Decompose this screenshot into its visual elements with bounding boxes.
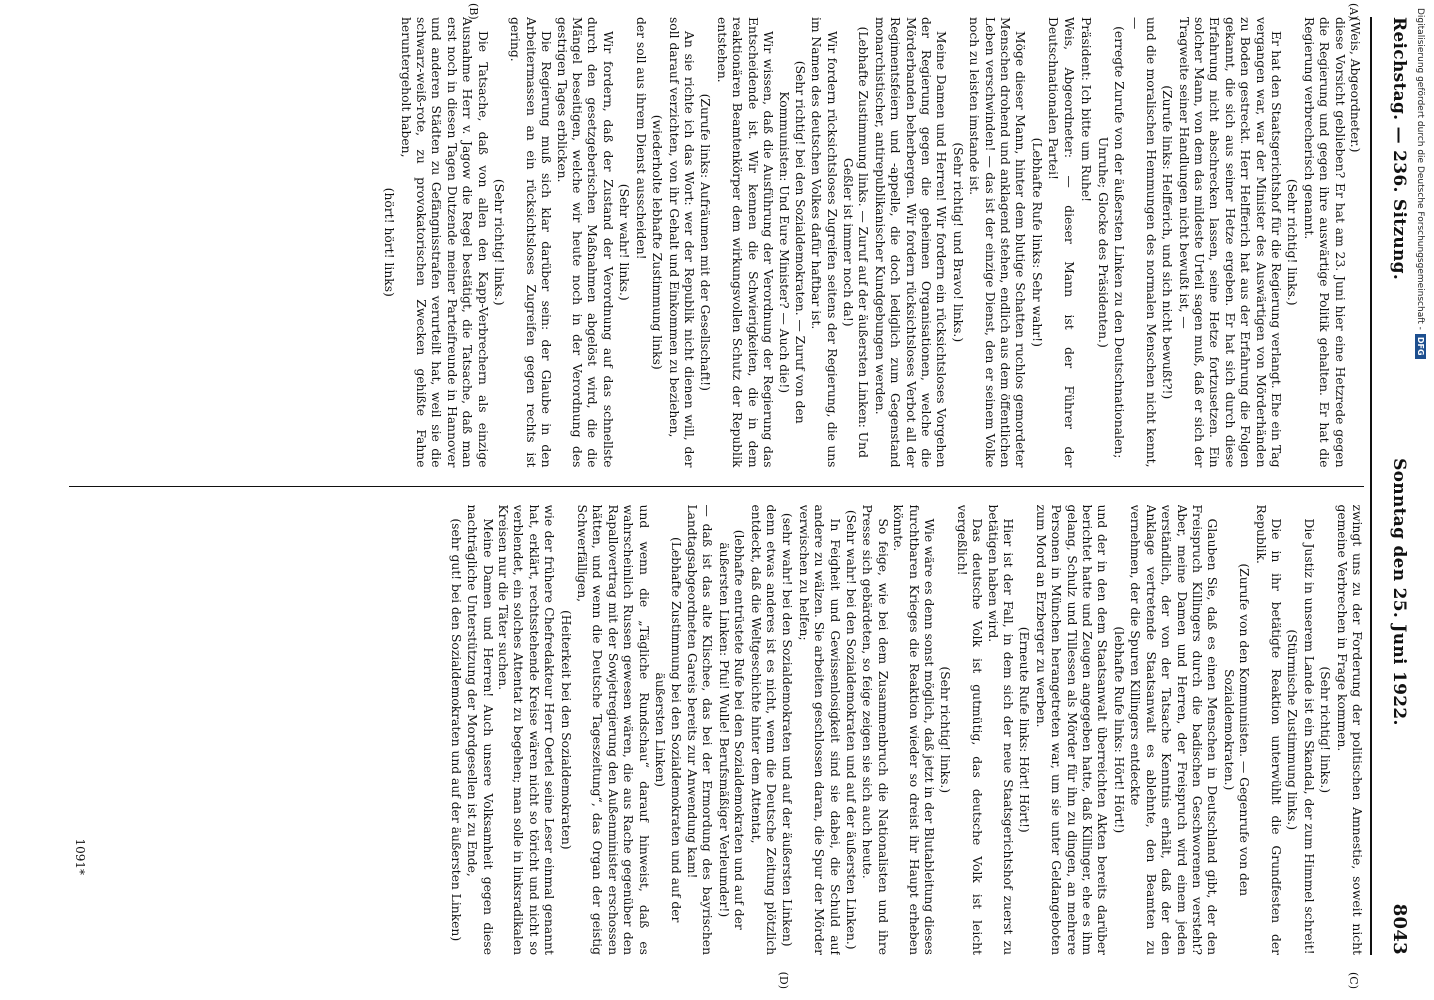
dfg-logo: DFG	[1415, 334, 1426, 359]
paragraph: So feige, wie bei dem Zusammenbruch die Nationalisten und ihre Presse sich gebärdeten, so feige zeigen sie sich auch heute.	[860, 504, 890, 955]
page-number: 8043	[1389, 903, 1410, 955]
paragraph: In Feigheit und Gewissenlosigkeit sind sie dabei, die Schuld auf andere zu wälzen. Sie arbeiten geschlossen daran, die Spur der Mörder verwischen zu helfen;	[796, 504, 842, 955]
paragraph: Hier ist der Fall, in dem sich der neue Staatsgerichtshof zuerst zu betätigen haben wird.	[985, 504, 1016, 955]
digitization-credit	[1415, 8, 1426, 359]
paragraph: Möge dieser Mann, hinter dem blutige Schatten ruchlos gemordeter Menschen drohend und anklagend stehen, endlich aus dem öffentlichen Leben verschwinden! — das ist der einzige Dienst, den er seinem Volke noch zu leisten imstande ist.	[967, 17, 1028, 468]
paragraph: Das deutsche Volk ist gutmütig, das deutsche Volk ist leicht vergeßlich!	[954, 504, 985, 955]
interjection: (Stürmische Zustimmung links.)	[1285, 629, 1300, 831]
interjection: (Sehr richtig! bei den Sozialdemokraten. — Zuruf von den Kommunisten: Und Eure Minister? — Auch die!)	[777, 60, 807, 424]
paragraph: diese Vorsicht geblieben? Er hat am 23. Juni hier eine Hetzrede gegen die Regierung und gegen ihre auswärtige Politik gehalten. Er hat die Regierung verbrecherisch genannt.	[1301, 17, 1347, 468]
interjection: (Sehr richtig! links.)	[938, 666, 953, 794]
running-head	[1370, 17, 1410, 955]
interjection: (Lebhafte Rufe links: Sehr wahr!)	[1029, 137, 1044, 347]
left-column	[69, 17, 1364, 468]
interjection: (Erneute Rufe links: Hört! Hört!)	[1017, 626, 1032, 833]
interjection: (Sehr richtig! und Bravo! links.)	[950, 142, 965, 343]
margin-mark-c: (C)	[1347, 972, 1360, 989]
paragraph: — daß ist das alte Klischee, das bei der Ermordung des bayrischen Landtagsabgeordneten Gareis bereits zur Anwendung kam!	[684, 504, 715, 955]
credit-text: Digitalisierung gefördert durch die Deutsche Forschungsgemeinschaft -	[1415, 8, 1426, 330]
paragraph: und wenn die „Tägliche Rundschau“ darauf hinweist, daß es wahrscheinlich Russen gewesen wären, die aus Rache gegenüber den Rapallovertrag mit der Sowjetregierung den Außenminister erschossen hätten, und wenn die Deutsche Tageszeitung“, das Organ der geistig Schwerfälligen,	[575, 504, 651, 955]
interjection: (hört! hört! links)	[382, 187, 397, 297]
interjection: (lebhafte entrüstete Rufe bei den Sozialdemokraten und auf der äußersten Linken: Pfui! Wulle! Berufsmäßiger Verleumder!)	[716, 529, 747, 930]
paragraph: Die in ihr betätigte Reaktion unterwühlt die Grundfesten der Republik.	[1253, 504, 1283, 955]
paragraph: Wir wissen, daß die Ausführung der Verordnung der Regierung das Entscheidende ist. Wir kennen die Schwierigkeiten, die in dem reaktionären Beamtenkörper dem wirkungsvollen Schutz der Republik entstehen.	[714, 17, 775, 468]
interjection: (Zurufe links: Helfferich, und sich nicht bewußt?!)	[1160, 85, 1175, 400]
rotated-page	[65, 5, 1410, 995]
paragraph: Wie wäre es denn sonst möglich, daß jetzt in der Blutableitung dieses furchtbaren Krieges die Reaktion wieder so dreist ihr Haupt erheben könnte.	[891, 504, 937, 955]
margin-mark-d: (D)	[777, 971, 790, 989]
interjection: (Sehr richtig! links.)	[1285, 178, 1300, 306]
running-head-date: Sonntag den 25. Juni 1922.	[1389, 458, 1409, 726]
paragraph: der soll aus ihrem Dienst ausscheiden!	[633, 17, 648, 260]
margin-mark-b: (B)	[467, 3, 480, 20]
paragraph: zwingt uns zu der Forderung der politischen Amnestie, soweit nicht gemeine Verbrechen in Frage kommen.	[1334, 504, 1364, 955]
running-head-left: Reichstag. — 236. Sitzung.	[1389, 17, 1409, 281]
column-divider	[69, 486, 1364, 487]
paragraph: Wir fordern, daß der Zustand der Verordnung auf das schnellste durch den gesetzgeberischen Maßnahmen abgelöst wird, die die Mängel beseitigen, welche wir heute noch in der Verordnung des gestrigen Tages erblicken.	[554, 17, 615, 468]
paragraph: Wir fordern rücksichtsloses Zugreifen seitens der Regierung, die uns im Namen des deutschen Volkes dafür haftbar ist.	[809, 17, 839, 468]
interjection: (erregte Zurufe von der äußersten Linken zu den Deutschnationalen; Unruhe; Glocke des Präsidenten.)	[1096, 26, 1126, 459]
interjection: (wiederholte lebhafte Zustimmung links)	[650, 114, 665, 370]
interjection: (Zurufe links: Aufräumen mit der Gesellschaft!)	[698, 93, 713, 391]
interjection: (Lebhafte Zustimmung links. — Zuruf auf der äußersten Linken: Und Geßler ist immer noch da!)	[841, 26, 871, 458]
interjection: (Sehr wahr! links.)	[617, 183, 632, 301]
interjection: (Lebhafte Zustimmung bei den Sozialdemokraten und auf der äußersten Linken)	[653, 537, 683, 923]
paragraph: denn etwas anderes ist es nicht, wenn die Deutsche Zeitung plötzlich entdeckt, daß die Weltgeschichte hinter dem Attentat,	[748, 504, 778, 955]
speaker-line: Präsident: Ich bitte um Ruhe!	[1079, 17, 1094, 203]
paragraph: Meine Damen und Herren! Auch unsere Volksamheit gegen diese nachträgliche Unterstützung der Mordgesellen ist zu Ende,	[465, 504, 495, 955]
paragraph: Er hat den Staatsgerichtshof für die Regierung verlangt. Ehe ein Tag vergangen war, war der Minister des Auswärtigen von Mörderhänden zu Boden gestreckt. Herr Helfferich hat aus der Erfahrung die Folgen gekannt, die sich aus seiner Hetze ergeben. Er hat sich durch diese Erfahrung nicht abschrecken lassen, seine Hetze fortzusetzen. Ein solcher Mann, von dem das mildeste Urteil sagen muß, daß er sich der Tragweite seiner Handlungen nicht bewußt ist, —	[1176, 17, 1283, 468]
paragraph: Die Regierung muß sich klar darüber sein: der Glaube in den Arbeitermassen an ein rücksichtsloses Zugreifen gegen rechts ist gering.	[508, 17, 554, 468]
paragraph: Glauben Sie, daß es einen Menschen in Deutschland gibt, der den Freispruch Killingers durch die badischen Geschworenen versteht? Aber, meine Damen und Herren, der Freispruch wird einem jeden verständlich, der von der Tatsache Kenntnis erhält, daß der den Anklage vertretende Staatsanwalt es ablehnte, den Beamten zu vernehmen, der die Spuren Killingers entdeckte	[1128, 504, 1220, 955]
right-column	[69, 505, 1364, 956]
interjection: (Sehr richtig! links.)	[1318, 666, 1333, 794]
interjection: (Heiterkeit bei den Sozialdemokraten)	[558, 609, 573, 850]
paragraph: Die Tatsache, daß von allen den Kapp-Verbrechern als einzige Ausnahme Herr v. Jagow die Regel bestätigt, die Tatsache, daß man erst noch in diesen Tagen Dutzende meiner Parteifreunde in Hannover und anderen Städten zu Gefängnisstrafen verurteilt hat, weil sie die schwarz-weiß-rote, zu provokatorischen Zwecken gehißte Fahne heruntergeholt haben,	[398, 17, 490, 468]
text-columns	[69, 3, 1370, 989]
footer-signature-mark: 1091*	[73, 838, 87, 875]
speaker-line: Weis, Abgeordneter: — dieser Mann ist der Führer der Deutschnationalen Partei!	[1046, 17, 1076, 468]
margin-mark-a: (A)	[1347, 3, 1360, 20]
paragraph: und der in den dem Staatsanwalt überreichten Akten bereits darüber berichtet hatte und Zeugen angegeben hatte, daß Killinger, ehe es ihm gelang, Schulz und Tillessen als Mörder für ihn zu dingen, an mehrere Personen in München herangetreten war, um sie unter Geldangeboten zum Mord an Erzberger zu werben.	[1033, 504, 1110, 955]
paragraph: An sie richte ich das Wort: wer der Republik nicht dienen will, der soll darauf verzichten, von ihr Gehalt und Einkommen zu beziehen,	[666, 17, 696, 468]
paragraph: Meine Damen und Herren! Wir fordern ein rücksichtsloses Vorgehen der Regierung gegen die geheimen Organisationen, welche die Mörderbanden beherbergen. Wir fordern rücksichtsloses Verbot all der Regimentsfeiern und -appelle, die doch lediglich zum Gegenstand monarchistischer, antirepublikanischer Kundgebungen werden.	[872, 17, 949, 468]
paragraph: wie der frühere Chefredakteur Herr Oertel seine Leser einmal genannt hat, erklärt, rechtsstehende Kreise wären nicht so töricht und nicht so verblendet, ein solches Attentat zu begehen; man solle in linksradikalen Kreisen nur die Täter suchen.	[496, 504, 557, 955]
interjection: (Sehr wahr! bei den Sozialdemokraten und auf der äußersten Linken.)	[844, 509, 858, 950]
paragraph: Die Justiz in unserem Lande ist ein Skandal, der zum Himmel schreit!	[1301, 518, 1316, 955]
interjection: (sehr gut! bei den Sozialdemokraten und auf der äußersten Linken)	[448, 518, 463, 942]
interjection: (Zurufe von den Kommunisten. — Gegenrufe von den Sozialdemokraten.)	[1221, 563, 1252, 897]
interjection: (Sehr richtig! links.)	[492, 178, 507, 306]
paragraph: und die moralischen Hemmungen des normalen Menschen nicht kennt, —	[1128, 17, 1158, 468]
interjection: (sehr wahr! bei den Sozialdemokraten und auf der äußersten Linken)	[780, 512, 795, 947]
interjection: (lebhafte Rufe links: Hört! Hört!)	[1111, 626, 1126, 834]
speaker-line: (Weis, Abgeordneter.)	[1348, 17, 1362, 153]
